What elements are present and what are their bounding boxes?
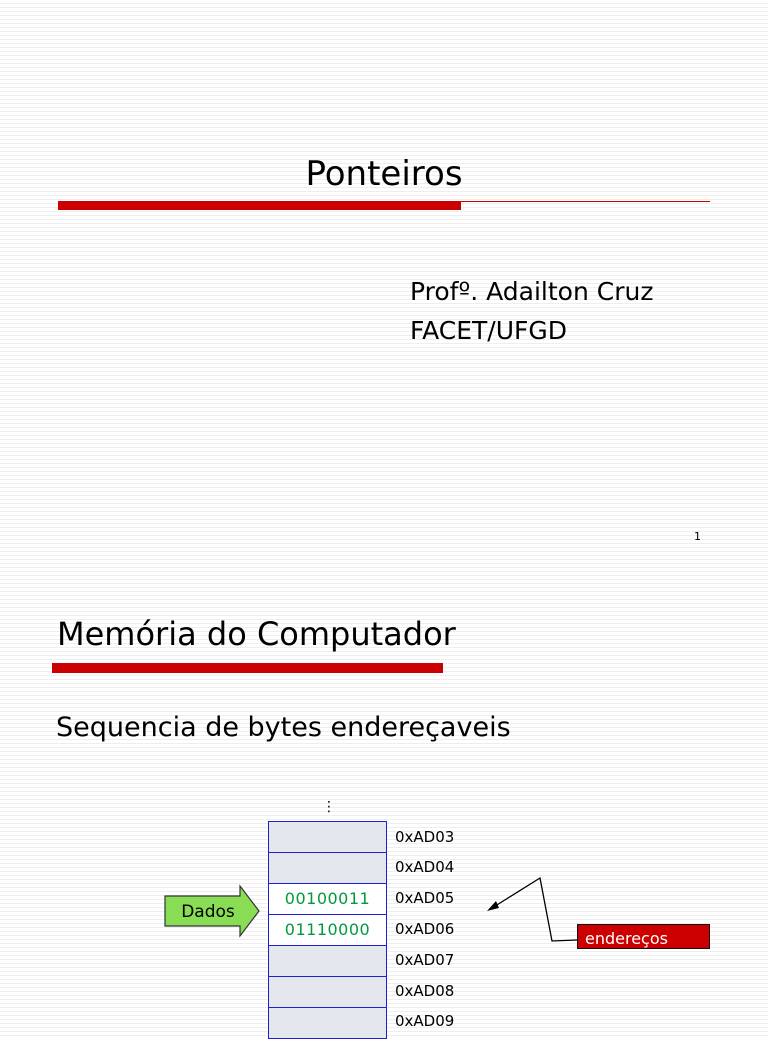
memory-cell: 00100011 bbox=[268, 884, 387, 915]
slide-title: Memória do Computador bbox=[57, 615, 456, 653]
address-label: 0xAD08 bbox=[395, 982, 455, 1000]
memory-cell bbox=[268, 946, 387, 977]
title-underline-bar bbox=[52, 663, 443, 673]
memory-cell bbox=[268, 853, 387, 884]
address-label: 0xAD09 bbox=[395, 1012, 455, 1030]
address-label: 0xAD07 bbox=[395, 951, 455, 969]
author-affiliation: FACET/UFGD bbox=[410, 316, 567, 345]
address-label: 0xAD04 bbox=[395, 858, 455, 876]
memory-cell bbox=[268, 821, 387, 853]
slide-title: Ponteiros bbox=[305, 154, 463, 194]
title-underline-bar bbox=[58, 201, 461, 210]
page-number: 1 bbox=[694, 530, 701, 543]
memory-cell bbox=[268, 977, 387, 1008]
address-pointer-arrow bbox=[480, 868, 580, 948]
memory-column bbox=[268, 821, 387, 1039]
memory-cell: 01110000 bbox=[268, 915, 387, 946]
address-label: 0xAD06 bbox=[395, 920, 455, 938]
author-name: Profº. Adailton Cruz bbox=[410, 277, 654, 306]
data-arrow-label: Dados bbox=[181, 902, 235, 922]
title-underline-line bbox=[461, 201, 710, 202]
address-label: 0xAD03 bbox=[395, 828, 455, 846]
vertical-ellipsis: ⋮ bbox=[322, 799, 336, 815]
slide-subtitle: Sequencia de bytes endereçaveis bbox=[56, 712, 511, 743]
address-label: 0xAD05 bbox=[395, 889, 455, 907]
address-callout-label: endereços bbox=[585, 929, 668, 948]
